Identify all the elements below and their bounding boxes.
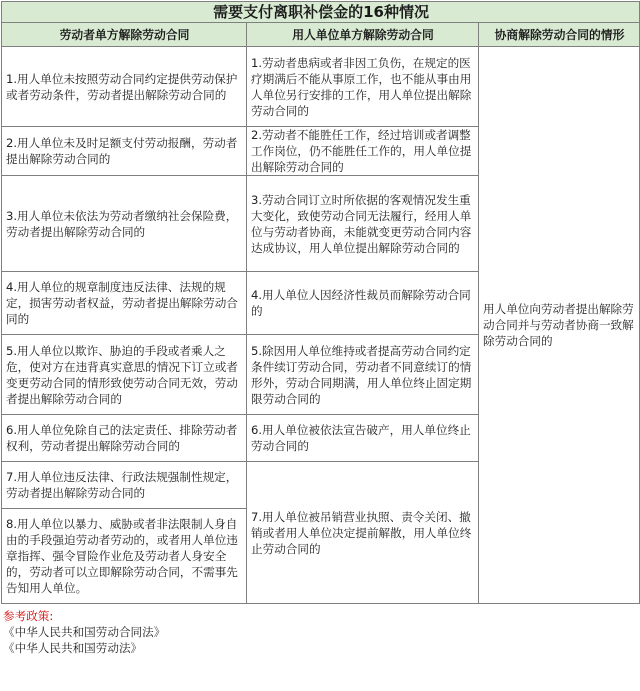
reference-item: 《中华人民共和国劳动合同法》 — [3, 625, 166, 639]
employer-case-3: 3.劳动合同订立时所依据的客观情况发生重大变化，致使劳动合同无法履行，经用人单位与劳动者协商，未能就变更劳动合同内容达成协议，用人单位提出解除劳动合同的 — [247, 176, 479, 272]
reference-item: 《中华人民共和国劳动法》 — [3, 641, 143, 655]
employer-case-1: 1.劳动者患病或者非因工负伤，在规定的医疗期满后不能从事原工作，也不能从事由用人单位另行安排的工作，用人单位提出解除劳动合同的 — [247, 47, 479, 127]
employer-case-2: 2.劳动者不能胜任工作，经过培训或者调整工作岗位，仍不能胜任工作的，用人单位提出解除劳动合同的 — [247, 127, 479, 176]
employer-case-4: 4.用人单位人因经济性裁员而解除劳动合同的 — [247, 272, 479, 335]
compensation-table — [1, 1, 640, 604]
employer-case-7: 7.用人单位被吊销营业执照、责令关闭、撤销或者用人单位决定提前解散，用人单位终止劳动合同的 — [247, 462, 479, 604]
employee-case-5: 5.用人单位以欺诈、胁迫的手段或者乘人之危，使对方在违背真实意思的情况下订立或者变更劳动合同的情形致使劳动合同无效，劳动者提出解除劳动合同的 — [2, 335, 247, 415]
employer-case-6: 6.用人单位被依法宣告破产，用人单位终止劳动合同的 — [247, 415, 479, 462]
employee-case-6: 6.用人单位免除自己的法定责任、排除劳动者权利，劳动者提出解除劳动合同的 — [2, 415, 247, 462]
employee-case-8: 8.用人单位以暴力、威胁或者非法限制人身自由的手段强迫劳动者劳动的，或者用人单位违章指挥、强令冒险作业危及劳动者人身安全的，劳动者可以立即解除劳动合同，不需事先告知用人单位。 — [2, 509, 247, 604]
employee-case-2: 2.用人单位未及时足额支付劳动报酬，劳动者提出解除劳动合同的 — [2, 127, 247, 176]
references-section — [3, 608, 640, 656]
employee-case-4: 4.用人单位的规章制度违反法律、法规的规定，损害劳动者权益，劳动者提出解除劳动合同的 — [2, 272, 247, 335]
mutual-case: 用人单位向劳动者提出解除劳动合同并与劳动者协商一致解除劳动合同的 — [479, 47, 640, 604]
employee-case-1: 1.用人单位未按照劳动合同约定提供劳动保护或者劳动条件，劳动者提出解除劳动合同的 — [2, 47, 247, 127]
table-title: 需要支付离职补偿金的16种情况 — [2, 2, 640, 23]
header-employee-termination: 劳动者单方解除劳动合同 — [2, 23, 247, 47]
employer-case-5: 5.除因用人单位维持或者提高劳动合同约定条件续订劳动合同，劳动者不同意续订的情形外，劳动合同期满，用人单位终止固定期限劳动合同的 — [247, 335, 479, 415]
employee-case-3: 3.用人单位未依法为劳动者缴纳社会保险费，劳动者提出解除劳动合同的 — [2, 176, 247, 272]
header-employer-termination: 用人单位单方解除劳动合同 — [247, 23, 479, 47]
header-mutual-termination: 协商解除劳动合同的情形 — [479, 23, 640, 47]
employee-case-7: 7.用人单位违反法律、行政法规强制性规定，劳动者提出解除劳动合同的 — [2, 462, 247, 509]
references-label: 参考政策: — [3, 609, 54, 623]
